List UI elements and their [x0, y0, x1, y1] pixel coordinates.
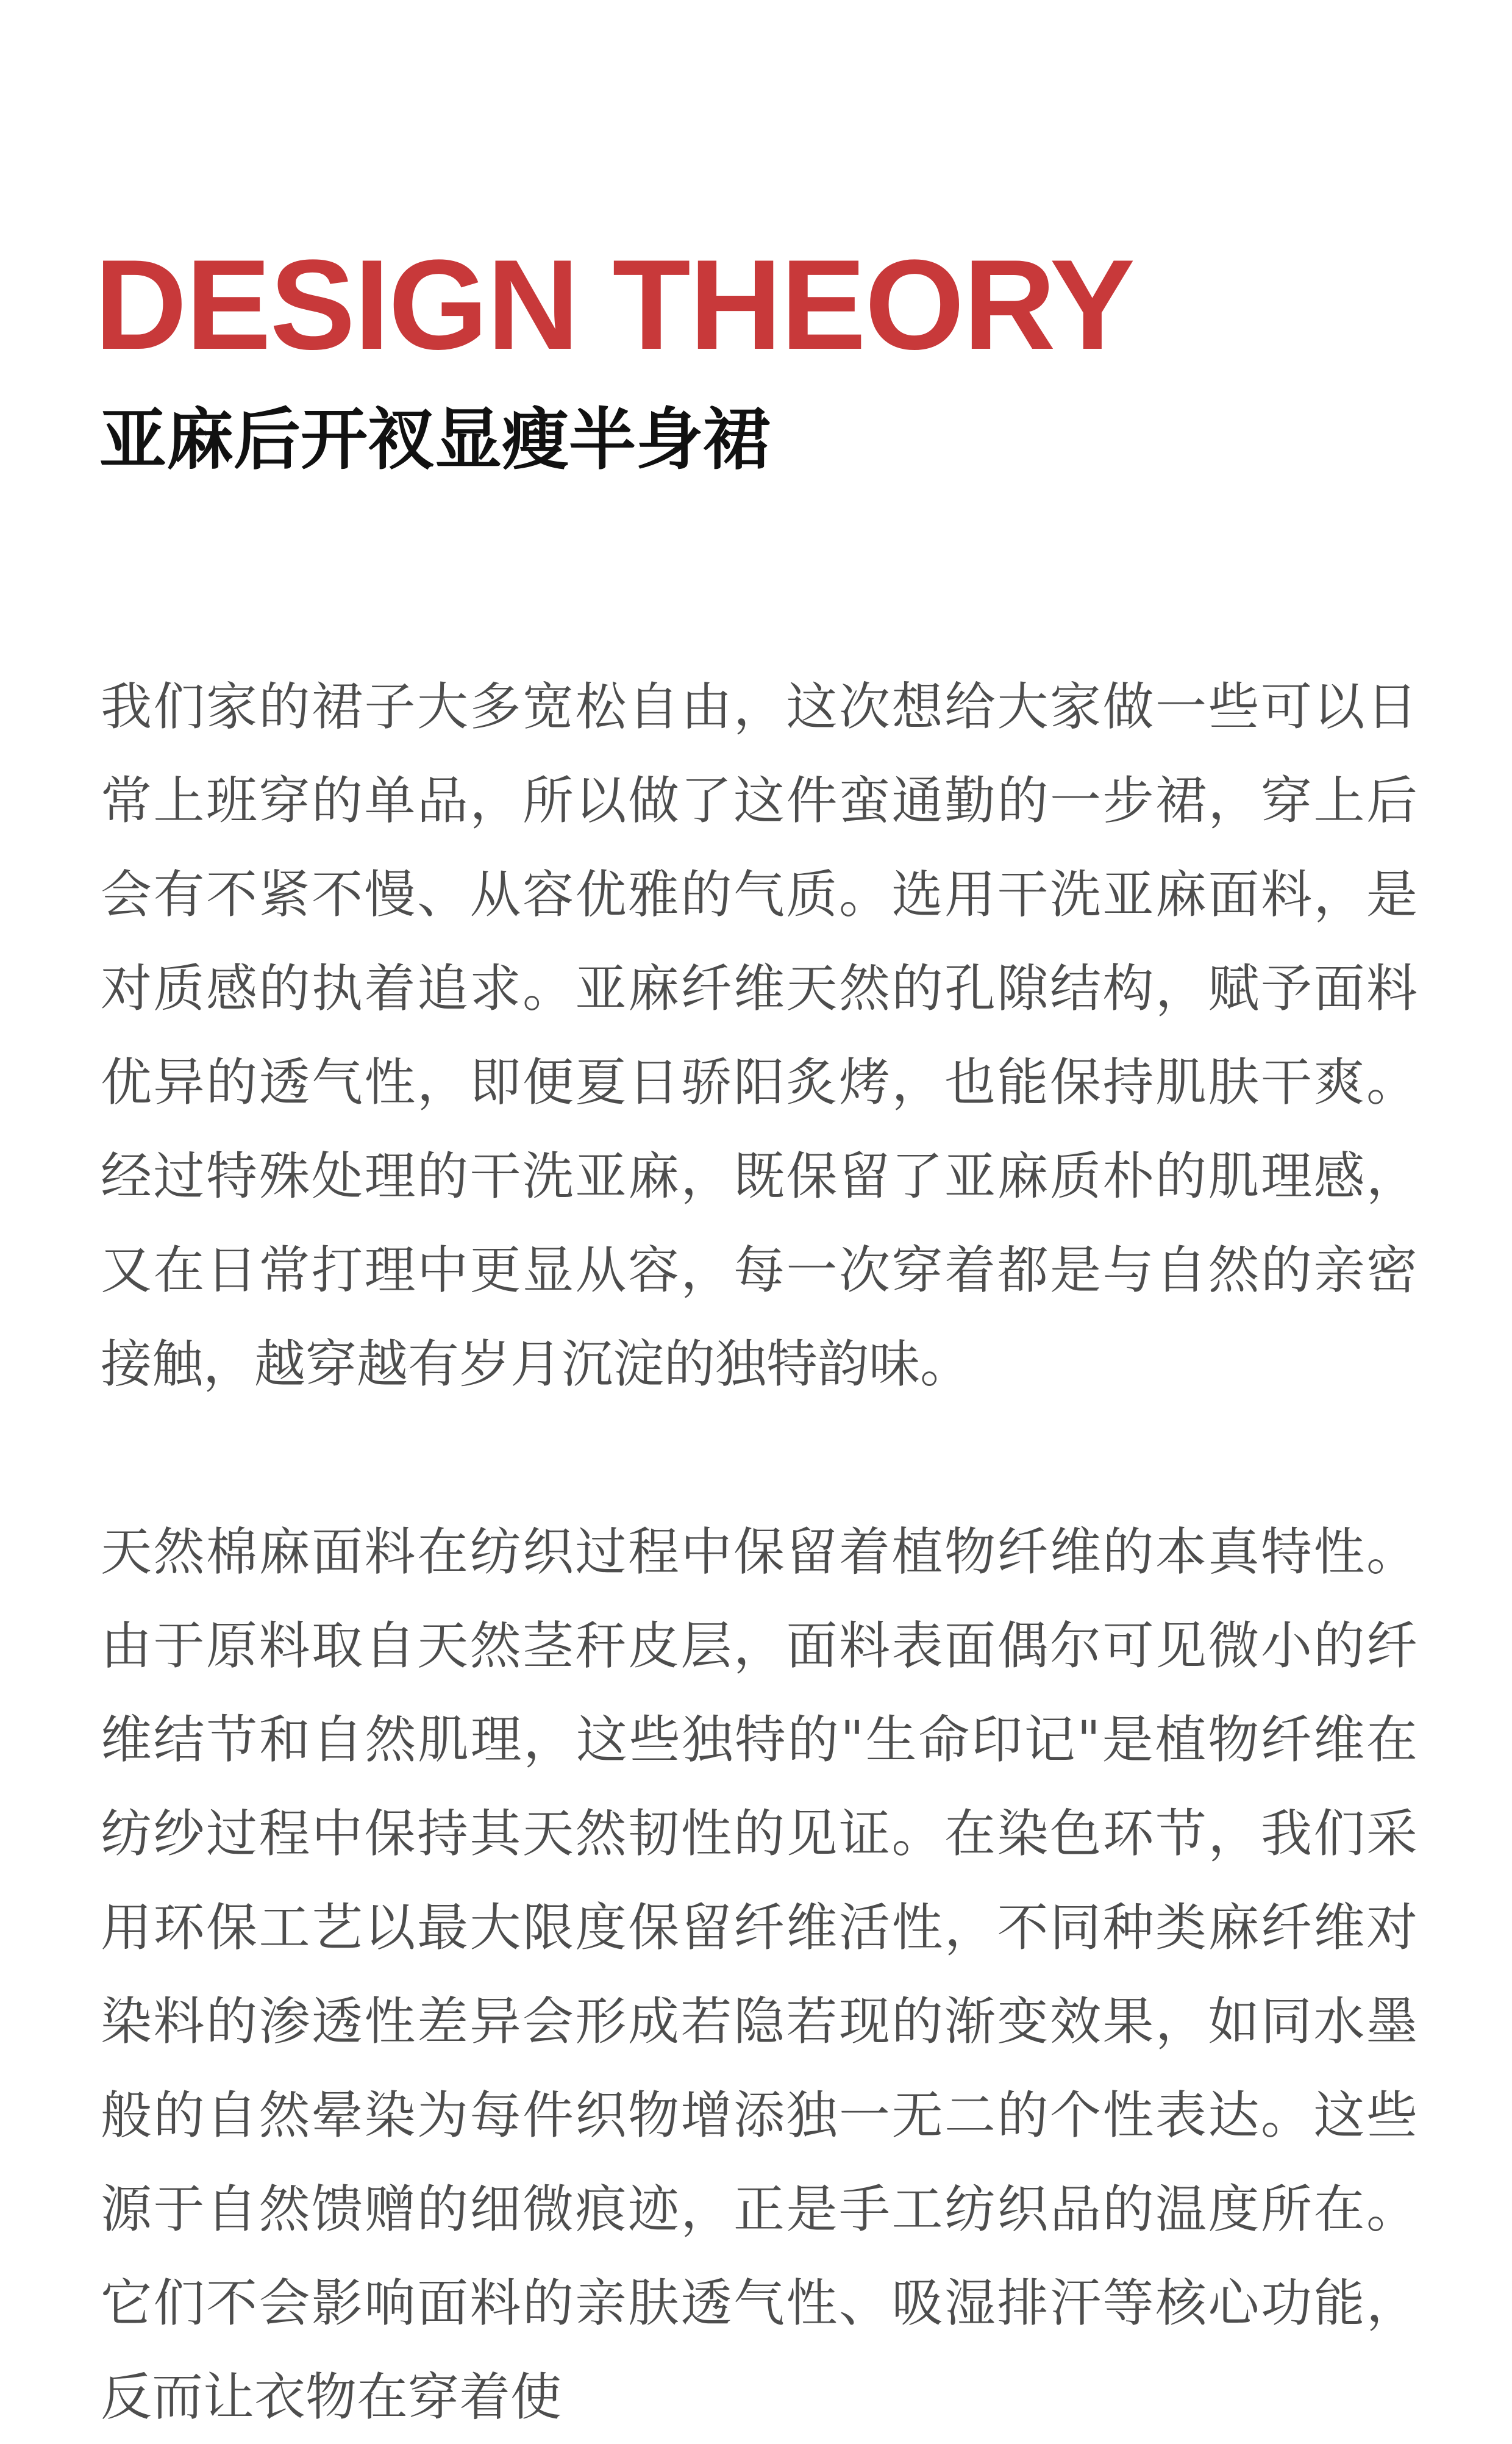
header: [94, 233, 1436, 480]
description-paragraph-2: 天然棉麻面料在纺织过程中保留着植物纤维的本真特性。由于原料取自天然茎秆皮层，面料表面偶尔可见微小的纤维结节和自然肌理，这些独特的"生命印记"是植物纤维在纺纱过程中保持其天然韧性的见证。在染色环节，我们采用环保工艺以最大限度保留纤维活性，不同种类麻纤维对染料的渗透性差异会形成若隐若现的渐变效果，如同水墨般的自然晕染为每件织物增添独一无二的个性表达。这些源于自然馈赠的细微痕迹，正是手工纺织品的温度所在。它们不会影响面料的亲肤透气性、吸湿排汗等核心功能，反而让衣物在穿着使: [101, 1522, 1417, 2427]
description-paragraph-1: 我们家的裙子大多宽松自由，这次想给大家做一些可以日常上班穿的单品，所以做了这件蛮通勤的一步裙，穿上后会有不紧不慢、从容优雅的气质。选用干洗亚麻面料，是对质感的执着追求。亚麻纤维天然的孔隙结构，赋予面料优异的透气性，即便夏日骄阳炙烤，也能保持肌肤干爽。经过特殊处理的干洗亚麻，既保留了亚麻质朴的肌理感，又在日常打理中更显从容，每一次穿着都是与自然的亲密接触，越穿越有岁月沉淀的独特韵味。: [101, 677, 1417, 1394]
page-title: DESIGN THEORY: [94, 233, 1134, 376]
description-body: [101, 660, 1417, 2444]
product-subtitle: 亚麻后开衩显瘦半身裙: [99, 401, 770, 479]
